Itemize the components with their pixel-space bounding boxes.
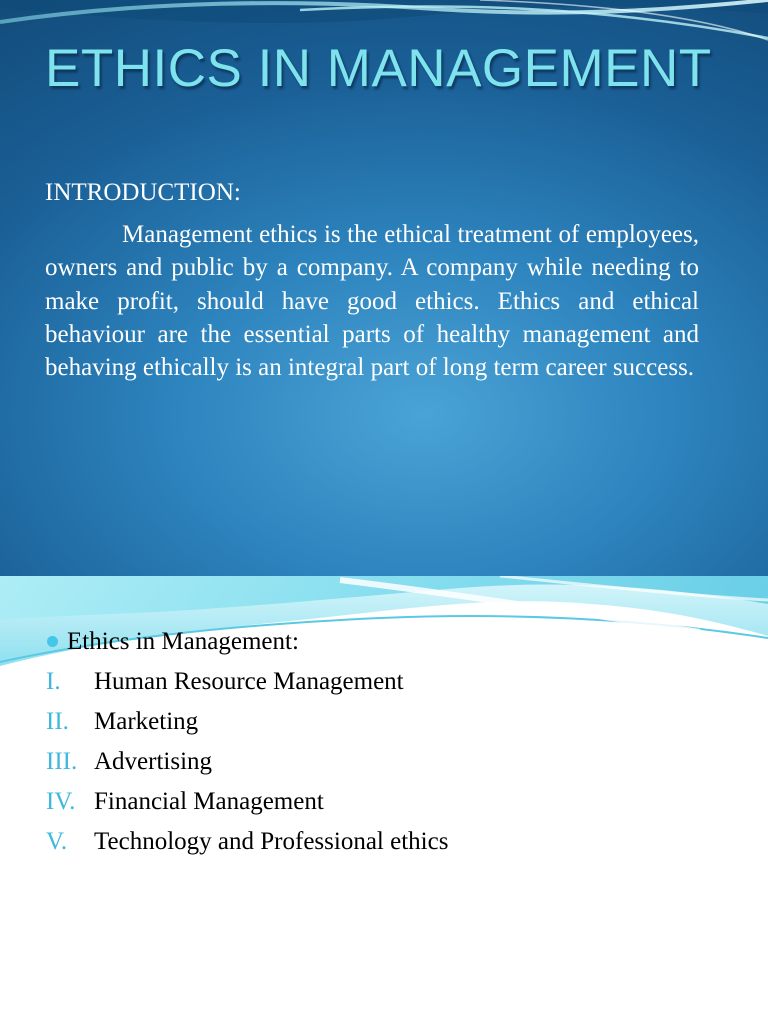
slide-title: ETHICS IN MANAGEMENT	[45, 39, 712, 98]
list-numeral: I.	[46, 668, 61, 695]
intro-paragraph: Management ethics is the ethical treatment of employees, owners and public by a company. A company while needing to make profit, should have good ethics. Ethics and ethical behaviour are the essential parts of healthy management and behaving ethically is an integral part of long term career success.	[45, 221, 699, 382]
list-item-text: Marketing	[94, 708, 199, 735]
list-item-text: Human Resource Management	[94, 668, 404, 695]
list-item-text: Technology and Professional ethics	[94, 828, 449, 855]
list-numeral: III.	[46, 748, 78, 775]
topics-bullet-text: Ethics in Management:	[67, 628, 299, 655]
list-numeral: II.	[46, 708, 69, 735]
topics-bullet	[47, 626, 299, 658]
list-item-text: Financial Management	[94, 788, 324, 815]
bullet-dot-icon	[47, 636, 58, 647]
intro-heading: INTRODUCTION:	[45, 179, 241, 206]
list-numeral: IV.	[46, 788, 76, 815]
list-numeral: V.	[46, 828, 68, 855]
slide-topics	[0, 576, 768, 1024]
list-item-text: Advertising	[94, 748, 213, 775]
